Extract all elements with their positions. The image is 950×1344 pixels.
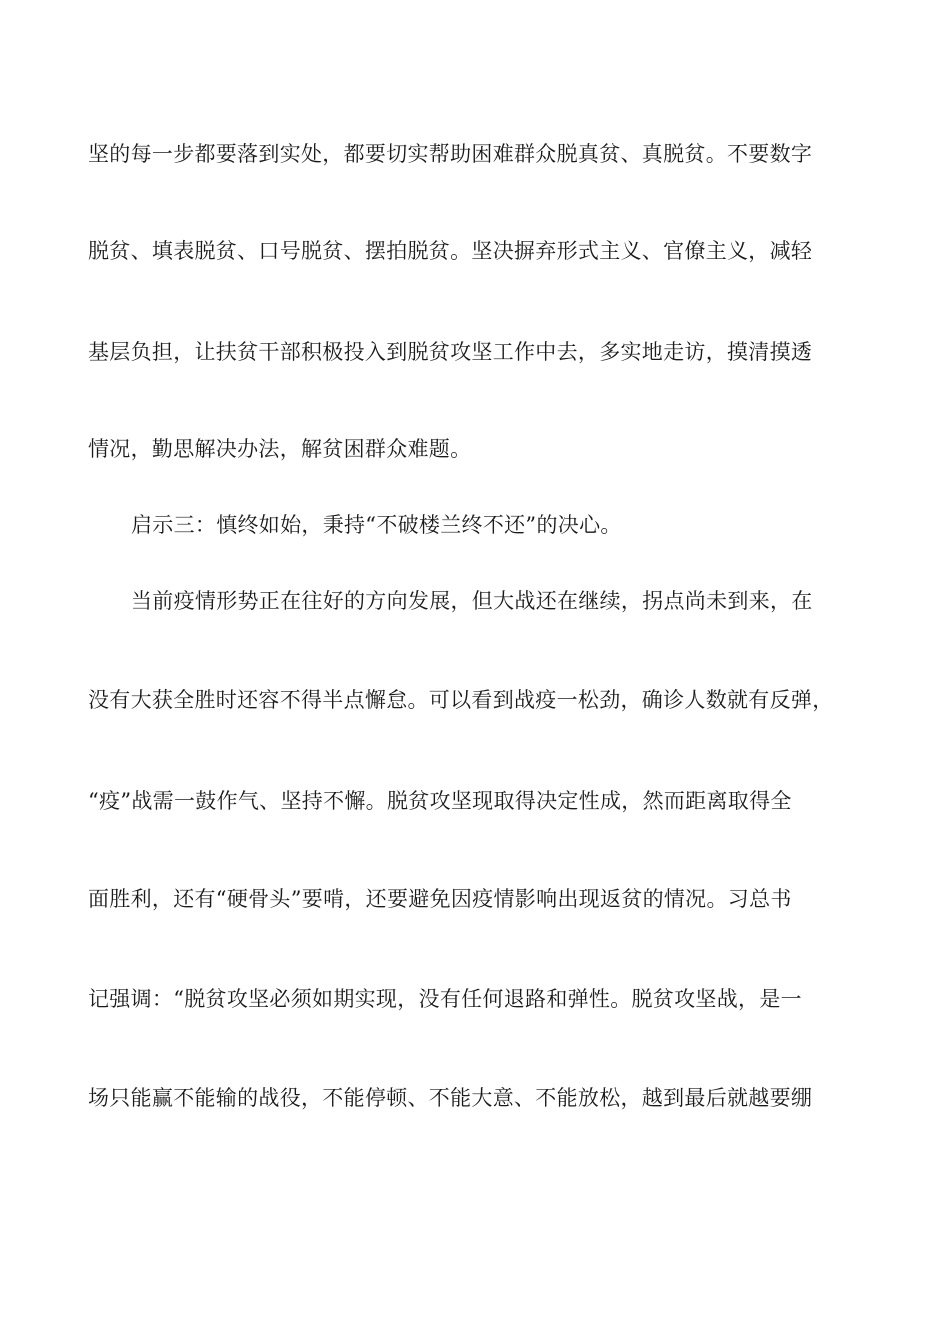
text-line: 场只能赢不能输的战役，不能停顿、不能大意、不能放松，越到最后就越要绷	[88, 1086, 813, 1110]
text-line: 面胜利，还有“硬骨头”要啃，还要避免因疫情影响出现返贫的情况。习总书	[88, 887, 792, 911]
text-line: 记强调：“脱贫攻坚必须如期实现，没有任何退路和弹性。脱贫攻坚战，是一	[88, 987, 802, 1011]
text-line: 脱贫、填表脱贫、口号脱贫、摆拍脱贫。坚决摒弃形式主义、官僚主义，减轻	[88, 239, 813, 263]
text-line: 当前疫情形势正在往好的方向发展，但大战还在继续，拐点尚未到来，在	[131, 589, 813, 613]
text-line: “疫”战需一鼓作气、坚持不懈。脱贫攻坚现取得决定性成，然而距离取得全	[88, 789, 792, 813]
text-line: 情况，勤思解决办法，解贫困群众难题。	[88, 437, 472, 461]
text-line: 基层负担，让扶贫干部积极投入到脱贫攻坚工作中去，多实地走访，摸清摸透	[88, 340, 813, 364]
section-heading: 启示三：慎终如始，秉持“不破楼兰终不还”的决心。	[131, 513, 622, 537]
text-line: 坚的每一步都要落到实处，都要切实帮助困难群众脱真贫、真脱贫。不要数字	[88, 142, 813, 166]
text-line: 没有大获全胜时还容不得半点懈怠。可以看到战疫一松劲，确诊人数就有反弹，	[88, 688, 834, 712]
